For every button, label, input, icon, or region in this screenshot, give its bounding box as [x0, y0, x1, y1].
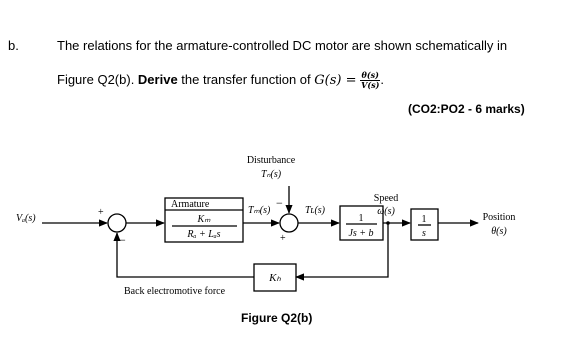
position-title: Position — [482, 212, 516, 223]
fraction-denominator: V(s) — [361, 80, 380, 90]
transfer-function-lhs: G(s) = — [314, 72, 357, 88]
sum2-minus-sign: − — [276, 196, 283, 210]
question-label: b. — [8, 38, 19, 53]
fraction-numerator: θ(s) — [361, 70, 379, 80]
load-numerator: 1 — [358, 213, 364, 224]
position-signal: θ(s) — [491, 226, 507, 237]
disturbance-signal: Tₙ(s) — [260, 169, 282, 180]
armature-numerator: Kₘ — [197, 214, 211, 225]
marks-allocation: (CO2:PO2 - 6 marks) — [408, 102, 525, 116]
bemf-label: Back electromotive force — [124, 286, 226, 297]
summing-junction-2 — [280, 214, 298, 232]
feedback-path-to-sum — [117, 233, 254, 277]
derive-keyword: Derive — [137, 71, 178, 87]
sum1-plus-sign: + — [98, 207, 104, 218]
tl-label: Tʟ(s) — [305, 205, 326, 216]
feedback-path-to-kb — [296, 223, 388, 277]
question-line-2-pre: Figure Q2(b). — [57, 71, 138, 87]
integrator-numerator: 1 — [421, 214, 427, 225]
tm-label: Tₘ(s) — [248, 205, 271, 216]
sum2-plus-sign: + — [280, 233, 286, 244]
load-denominator: Js + b — [348, 228, 374, 239]
question-line-2-post: the transfer function of — [177, 71, 315, 87]
disturbance-title: Disturbance — [246, 155, 296, 166]
kb-label: Kₕ — [269, 272, 281, 284]
armature-denominator: Rₐ + Lₐs — [187, 229, 221, 240]
armature-title: Armature — [171, 199, 210, 210]
integrator-denominator: s — [422, 228, 426, 239]
sum1-minus-sign: − — [119, 233, 126, 247]
input-label: Vₐ(s) — [16, 213, 36, 224]
question-line-2-end: . — [380, 71, 385, 87]
speed-title: Speed — [373, 193, 399, 204]
speed-signal: ω(s) — [377, 206, 395, 217]
speed-takeoff-point — [386, 221, 390, 225]
figure-caption: Figure Q2(b) — [241, 311, 313, 325]
question-line-1: The relations for the armature-controlled DC motor are shown schematically in — [57, 38, 508, 53]
summing-junction-1 — [108, 214, 126, 232]
